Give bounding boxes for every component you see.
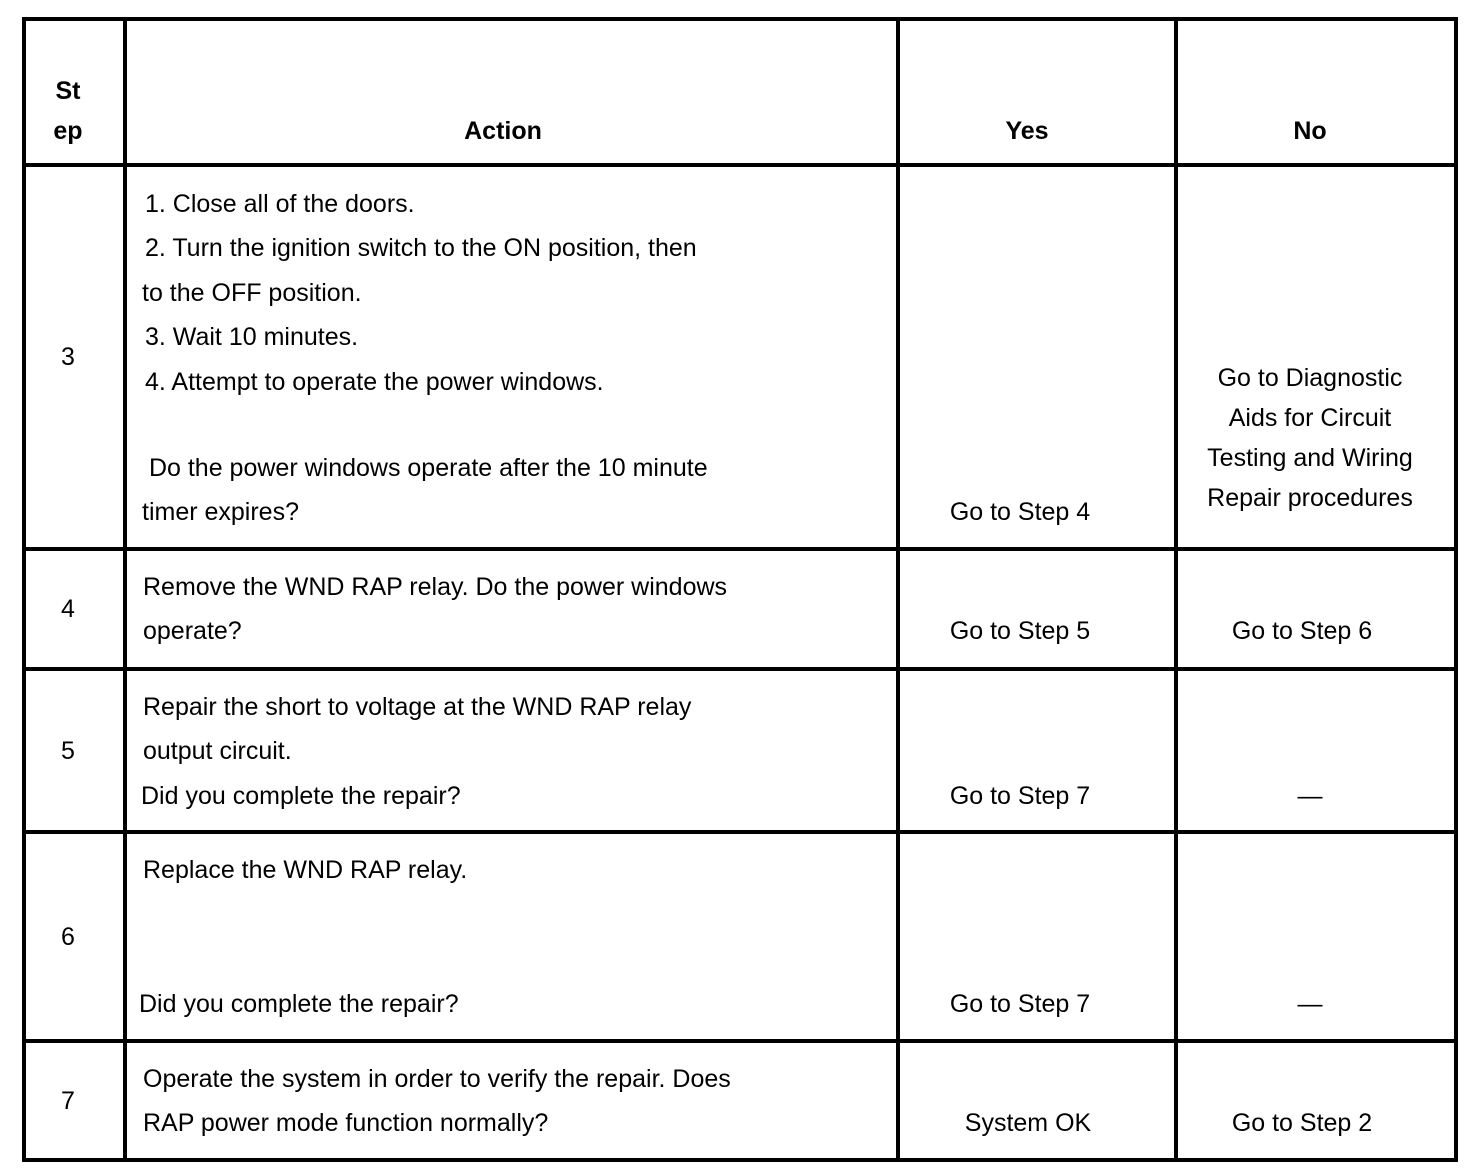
rule-row-4 [22, 667, 1458, 671]
step-number: 5 [61, 737, 75, 765]
rule-left [22, 17, 26, 1162]
header-no: No [1293, 117, 1327, 145]
action-line: 2. Turn the ignition switch to the ON position, then [145, 234, 697, 262]
no-outcome-line: Aids for Circuit [1228, 404, 1392, 432]
yes-outcome: Go to Step 4 [949, 498, 1091, 526]
action-line: 3. Wait 10 minutes. [145, 323, 359, 351]
rule-row-3 [22, 547, 1458, 551]
step-number: 6 [61, 923, 75, 951]
rule-bottom [22, 1158, 1458, 1162]
no-outcome [1178, 358, 1442, 518]
action-line: RAP power mode function normally? [143, 1109, 549, 1137]
no-outcome-line: Repair procedures [1207, 484, 1413, 512]
rule-row-6 [22, 1039, 1458, 1043]
action-line: 4. Attempt to operate the power windows. [145, 368, 604, 396]
no-outcome: Go to Step 2 [1231, 1109, 1373, 1137]
no-outcome-line: Go to Diagnostic [1217, 364, 1403, 392]
yes-outcome: Go to Step 7 [949, 990, 1091, 1018]
step-number: 7 [61, 1087, 75, 1115]
action-line: output circuit. [143, 737, 292, 765]
rule-header [22, 163, 1458, 167]
action-line: Replace the WND RAP relay. [143, 856, 468, 884]
header-action: Action [464, 117, 542, 145]
action-line: Operate the system in order to verify the repair. Does [143, 1065, 731, 1093]
action-line: timer expires? [142, 498, 299, 526]
no-outcome-line: Testing and Wiring [1207, 444, 1413, 472]
action-line: 1. Close all of the doors. [145, 190, 415, 218]
action-line: operate? [143, 617, 242, 645]
rule-row-5 [22, 830, 1458, 834]
action-line: Do the power windows operate after the 10 minute [142, 454, 708, 482]
header-step-line2: ep [53, 117, 83, 145]
no-outcome-dash: — [1297, 782, 1323, 810]
no-outcome: Go to Step 6 [1231, 617, 1373, 645]
action-line: Repair the short to voltage at the WND RAP relay [143, 693, 692, 721]
yes-outcome: System OK [964, 1109, 1092, 1137]
step-number: 4 [61, 595, 75, 623]
header-step-line1: St [55, 77, 81, 105]
no-outcome-dash: — [1297, 990, 1323, 1018]
action-line: Did you complete the repair? [141, 782, 461, 810]
rule-step [123, 17, 127, 1162]
header-yes: Yes [1005, 117, 1049, 145]
diagnostic-table [22, 17, 1458, 1162]
action-line: Did you complete the repair? [139, 990, 459, 1018]
rule-top [22, 17, 1458, 21]
yes-outcome: Go to Step 5 [949, 617, 1091, 645]
rule-right [1454, 17, 1458, 1162]
action-line: to the OFF position. [142, 279, 362, 307]
step-number: 3 [61, 343, 75, 371]
yes-outcome: Go to Step 7 [949, 782, 1091, 810]
action-line: Remove the WND RAP relay. Do the power windows [143, 573, 728, 601]
